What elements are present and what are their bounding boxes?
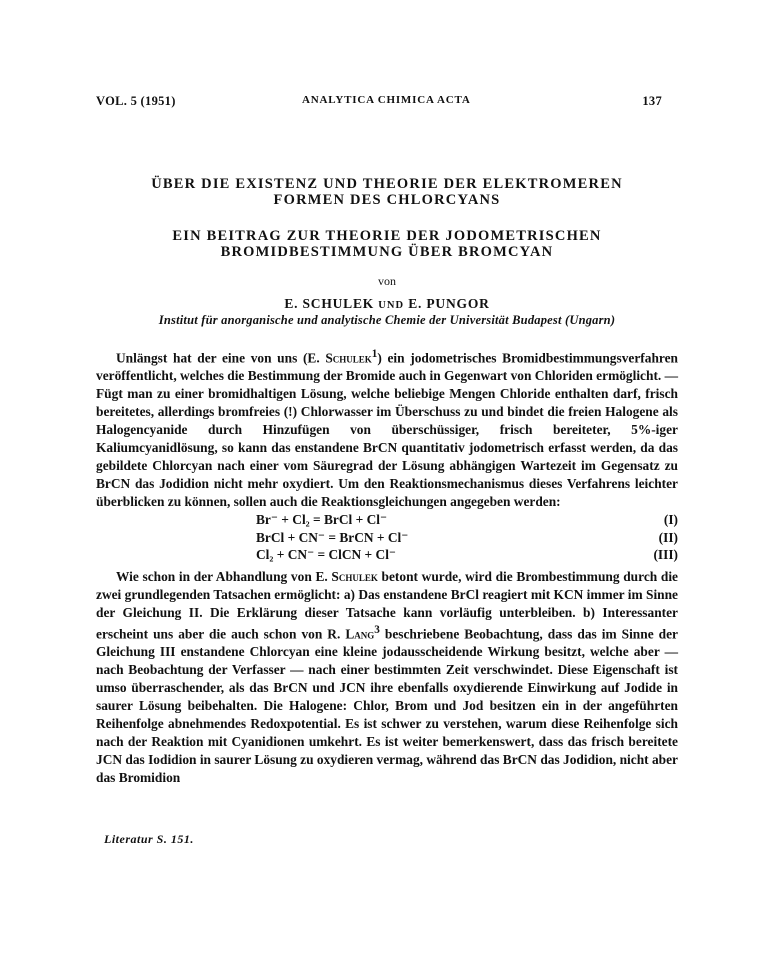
citation-marker: 1: [371, 348, 378, 360]
author-reference: Lang: [345, 626, 375, 642]
article-body: [96, 346, 678, 787]
citation-marker: 3: [374, 624, 380, 637]
article-subtitle: [96, 228, 678, 260]
body-paragraph: [96, 568, 678, 786]
authors: [96, 296, 678, 312]
equation-row: [96, 529, 678, 547]
equation-block: [96, 511, 678, 565]
equation: BrCl + CN⁻ = BrCN + Cl⁻: [256, 529, 409, 545]
article-title: [96, 176, 678, 208]
body-paragraph: [96, 346, 678, 511]
equation: Cl₂ + CN⁻ = ClCN + Cl⁻: [256, 547, 396, 563]
paragraph-text: betont wurde, wird die Brombestimmung durch die zwei grundlegenden Tatsachen ermöglicht: a) Das enstandene BrCl reagiert mit KCN immer im Sinne der Gleichung II. Die Erklärung dieser Tatsache kann vorläufig unterbleiben. b) Interessanter erscheint uns aber die auch schon von R.: [96, 569, 679, 642]
equation-number: (II): [658, 529, 678, 545]
title-block: [96, 176, 678, 328]
title-line: ÜBER DIE EXISTENZ UND THEORIE DER ELEKTROMEREN: [151, 176, 623, 192]
title-line: FORMEN DES CHLORCYANS: [273, 192, 501, 208]
equation-row: [96, 546, 678, 564]
equation: Br⁻ + Cl₂ = BrCl + Cl⁻: [256, 511, 388, 527]
von-label: von: [378, 274, 396, 288]
equation-row: [96, 511, 678, 529]
subtitle-line: EIN BEITRAG ZUR THEORIE DER JODOMETRISCHEN: [172, 228, 602, 244]
institute-affiliation: Institut für anorganische und analytische Chemie der Universität Budapest (Ungarn): [158, 313, 616, 327]
paragraph-text: Unlängst hat der eine von uns (E.: [116, 350, 326, 366]
journal-name: ANALYTICA CHIMICA ACTA: [302, 94, 471, 106]
author-name: E. PUNGOR: [408, 296, 490, 311]
paragraph-text: Wie schon in der Abhandlung von E.: [116, 569, 332, 585]
paragraph-text: beschriebene Beobachtung, dass das im Sinne der Gleichung III enstandene Chlorcyan eine kleine jodausscheidende Wirkung besitzt, welche aber — nach Beobachtung der Verfasser — nach einer bestimmten Zeit verschwindet. Diese Eigenschaft ist umso überraschender, als das BrCN und JCN ihre ebenfalls oxydierende Einwirkung auf Jodide in saurer Lösung beibehalten. Die Halogene: Chlor, Brom und Jod besitzen ein in der angeführten Reihenfolge abnehmendes Redoxpotential. Es ist schwer zu verstehen, warum diese Reihenfolge sich nach der Reaktion mit Cyanidionen umkehrt. Es ist weiter bemerkenswert, dass das frisch bereitete JCN das Iodidion in saurer Lösung zu oxydieren vermag, während das BrCN das Jodidion, nicht aber das Bromidion: [96, 626, 678, 785]
author-reference: Schulek: [325, 350, 372, 366]
equation-number: (I): [663, 511, 678, 527]
author-conjunction: UND: [378, 300, 405, 311]
subtitle-line: BROMIDBESTIMMUNG ÜBER BROMCYAN: [220, 244, 554, 260]
author-reference: Schulek: [331, 569, 378, 585]
paragraph-text: ) ein jodometrisches Bromidbestimmungsverfahren veröffentlicht, welches die Bestimmung der Bromide auch in Gegenwart von Chloriden ermöglicht. — Fügt man zu einer bromidhaltigen Lösung, welche beliebige Mengen Chloride enthalten darf, frisch bereitetes, allerdings bromfreies (!) Chlorwasser im Überschuss zu und bindet die freien Halogene als Halogencyanide durch Hinzufügen von überschüssiger, frisch bereiteter, 5%-iger Kaliumcyanidlösung, so kann das enstandene BrCN quantitativ jodometrisch erfasst werden, da das gebildete Chlorcyan nach einer vom Säuregrad der Lösung abhängigen Wartezeit im Gegensatz zu BrCN das Jodidion nicht mehr oxydiert. Um den Reaktionsmechanismus dieses Verfahrens leichter überblicken zu können, sollen auch die Reaktionsgleichungen angegeben werden:: [96, 350, 678, 509]
equation-number: (III): [653, 547, 678, 563]
author-name: E. SCHULEK: [284, 296, 375, 311]
footnote: Literatur S. 151.: [104, 832, 194, 846]
page-number: 137: [642, 94, 662, 108]
volume-info: VOL. 5 (1951): [96, 94, 176, 108]
